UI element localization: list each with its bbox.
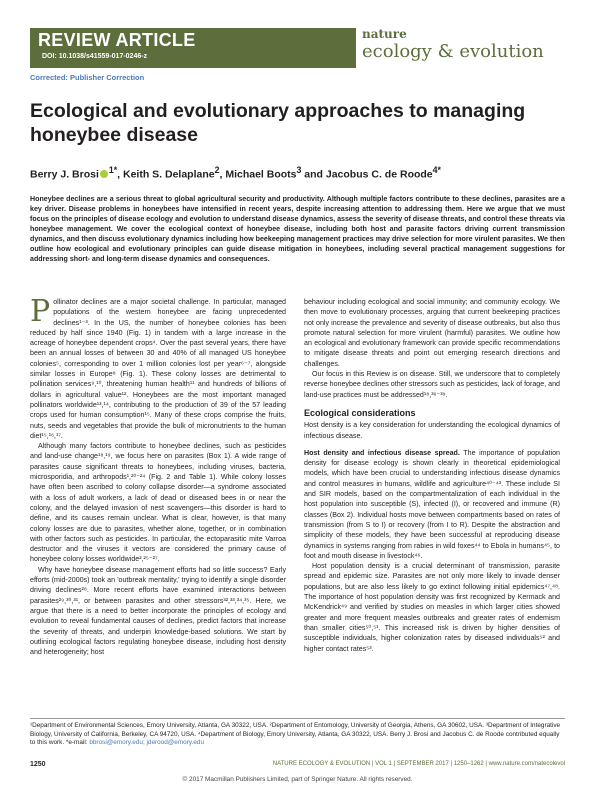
body-column-left <box>30 294 286 657</box>
paragraph <box>304 448 560 561</box>
abstract: Honeybee declines are a serious threat to global agricultural security and productivity. Although multiple factors contribute to these declines, parasites are a key driver. Disease problems in honeybees have intensified in recent years, despite increasing attention to addressing them. Here we argue that we must focus on the principles of disease ecology and evolution to understand disease dynamics, assess the severity of disease threats, and control these threats via honeybee management. We cover the ecological context of honeybee disease, including both host and parasite factors driving current transmission dynamics, and then discuss evolutionary dynamics including how beekeeping management practices may drive selection for more virulent parasites. We then outline how ecological and evolutionary principles can guide disease mitigation in honeybees, including several practical management suggestions for addressing short- and long-term disease dynamics and consequences. <box>30 195 565 263</box>
author-name[interactable]: and Jacobus C. de Roode <box>301 168 433 181</box>
email-link[interactable]: bbrosi@emory.edu; jderood@emory.edu <box>89 739 205 747</box>
email-label: *e-mail: <box>64 739 90 747</box>
journal-logo-line2: ecology & evolution <box>362 41 544 62</box>
page-number: 1250 <box>30 761 46 768</box>
correction-notice[interactable]: Corrected: Publisher Correction <box>30 73 145 82</box>
footer-journal[interactable]: NATURE ECOLOGY & EVOLUTION | VOL 1 | SEPTEMBER 2017 | 1250–1262 | www.nature.com/natecolevol <box>272 761 565 767</box>
affiliations <box>30 718 565 748</box>
article-title: Ecological and evolutionary approaches to managing honeybee disease <box>30 100 526 146</box>
article-type: REVIEW ARTICLE <box>38 30 196 50</box>
drop-cap: P <box>30 294 51 329</box>
journal-logo-line1: nature <box>362 27 407 41</box>
author-name[interactable]: , Michael Boots <box>219 168 297 181</box>
run-in-heading: Host density and infectious disease spread. <box>304 448 460 457</box>
author-name[interactable]: Berry J. Brosi <box>30 168 99 181</box>
paragraph: Although many factors contribute to honeybee declines, such as pesticides and land-use change¹⁸,¹⁹, we focus here on parasites (Box 1). A wide range of parasites cause significant threats to honeybees, including viruses, bacteria, microsporidia, and arthropods¹,²⁰⁻²⁴ (Fig. 2 and Table 1). While colony losses have often been ascribed to colony collapse disorder—a syndrome associated with a loss of adult workers, a lack of dead or diseased bees in or near the colony, and the delayed invasion of nest scavengers—this disorder is hard to define, and its causes remain unclear. What is clear, however, is that many colony losses are due to parasites, whether alone, together, or in combination with other factors such as pesticides. In particular, the ectoparasitic mite Varroa destructor and the viruses it vectors are considered the primary cause of honeybee colony losses worldwide²,²⁵⁻²⁷. <box>30 442 286 564</box>
paragraph-text: ollinator declines are a major societal challenge. In particular, managed populations of the western honeybee are facing unprecedented declines¹⁻³. In the US, the number of honeybee colonies has been reduced by half since 1940 (Fig. 1) in tandem with a large increase in the acreage of honeybee dependent crops⁴. Over the past several years, there have been an annual losses of between 30 and 40% of all managed US honeybee colonies⁵, corresponding to over 1 million colonies lost per year⁶⁻⁷, alongside similar losses in Europe⁸ (Fig. 1). These colony losses are detrimental to pollination services⁹,¹⁰, threatening human health¹¹ and hundreds of billions of dollars in agricultural value¹². Honeybees are the most important managed pollinators worldwide¹³,¹⁴, contributing to the production of 39 of the 57 leading crops used for human consumption¹⁵. Many of these crops comprise the fruits, nuts, seeds and vegetables that provide the bulk of micronutrients to the human diet¹⁵,¹⁶,¹⁷. <box>30 298 286 440</box>
author-affil: 2 <box>214 165 220 175</box>
paragraph: Our focus in this Review is on disease. Still, we underscore that to completely reverse honeybee declines other stressors such as pesticides, lack of forage, and land-use practices must be addressed¹⁸,³⁶⁻³⁹. <box>304 370 560 399</box>
paragraph: Host population density is a crucial determinant of transmission, parasite spread and epidemic size. Parasites are not only more likely to invade denser populations, but are also less likely to go extinct following initial epidemics⁴⁷,⁴⁸. The importance of host population density was first recognized by Kermack and McKendrick⁴⁹ and verified by studies on measles in which larger cities showed greater and more frequent measles outbreaks and greater rates of endemism than smaller cities⁵⁰,⁵¹. This increased risk is driven by higher densities of susceptible individuals, higher colonization rates by diseased individuals⁵² and higher contact rates⁵³. <box>304 562 560 653</box>
author-name[interactable]: , Keith S. Delaplane <box>117 168 215 181</box>
author-affil: 4* <box>432 165 441 175</box>
paragraph: Why have honeybee disease management efforts had so little success? Early efforts (mid-2000s) took an 'outbreak mentality,' trying to identify a single disorder driving declines²⁸. More recent efforts have examined interactions between parasites²⁹,³⁰,³¹, or between parasites and other stressors³²,³³,³⁴,³⁵. Here, we argue that there is a need to better incorporate the principles of ecology and evolution to reveal fundamental causes of declines, predict factors that increase the severity of threats, and underpin knowledge-based solutions. We start by outlining ecological factors regulating honeybee disease, including host density and heterogeneity; host <box>30 565 286 657</box>
doi[interactable]: DOI: 10.1038/s41559-017-0246-z <box>42 53 148 60</box>
section-heading: Ecological considerations <box>304 407 416 418</box>
body-column-right <box>304 297 560 654</box>
affiliations-text: ¹Department of Environmental Sciences, Emory University, Atlanta, GA 30322, USA. ²Department of Entomology, University of Georgia, Athens, GA 30602, USA. ³Department of Integrative Biology, University of California, Berkeley, CA 94720, USA. ⁴Department of Biology, Emory University, Atlanta, GA 30322, USA. Berry J. Brosi and Jacobus C. de Roode contributed equally to this work. <box>30 722 561 747</box>
paragraph <box>30 294 286 441</box>
paragraph-text: The importance of population density for disease ecology is shown clearly in theoretical epidemiological models, which have been crucial to understanding infectious disease dynamics and control measures in humans, wildlife and agriculture⁴⁰⁻⁴³. These include SI and SIR models, based on the compartmentalization of each individual in the host population into susceptible (S), infected (I), or recovered and immune (R) classes (Box 2). Individual hosts move between compartments based on rates of transmission (from S to I) or recovery (from I to R). Despite the abstraction and simplicity of these models, they have been successful at reproducing disease dynamics in systems ranging from rabies in wild foxes⁴⁴ to Ebola in humans⁴⁵, to foot and mouth disease in livestock⁴⁶. <box>304 448 560 560</box>
journal-logo <box>356 28 565 68</box>
author-list <box>30 165 570 181</box>
page-footer <box>30 761 565 771</box>
copyright: © 2017 Macmillan Publishers Limited, part of Springer Nature. All rights reserved. <box>182 776 413 783</box>
author-affil: 3 <box>296 165 302 175</box>
paragraph: Host density is a key consideration for understanding the ecological dynamics of infectious disease. <box>304 421 560 440</box>
author-affil: 1* <box>108 165 118 175</box>
paragraph: behaviour including ecological and social immunity; and community ecology. We then move to evolutionary processes, arguing that current beekeeping practices not only increase the prevalence and severity of disease outbreaks, but also thus promote natural selection for more virulent (harmful) parasites. We outline how an ecological and evolutionary framework can provide specific recommendations to mitigate disease threats and point out emerging research directions and challenges. <box>304 298 560 368</box>
orcid-icon[interactable] <box>100 170 108 178</box>
